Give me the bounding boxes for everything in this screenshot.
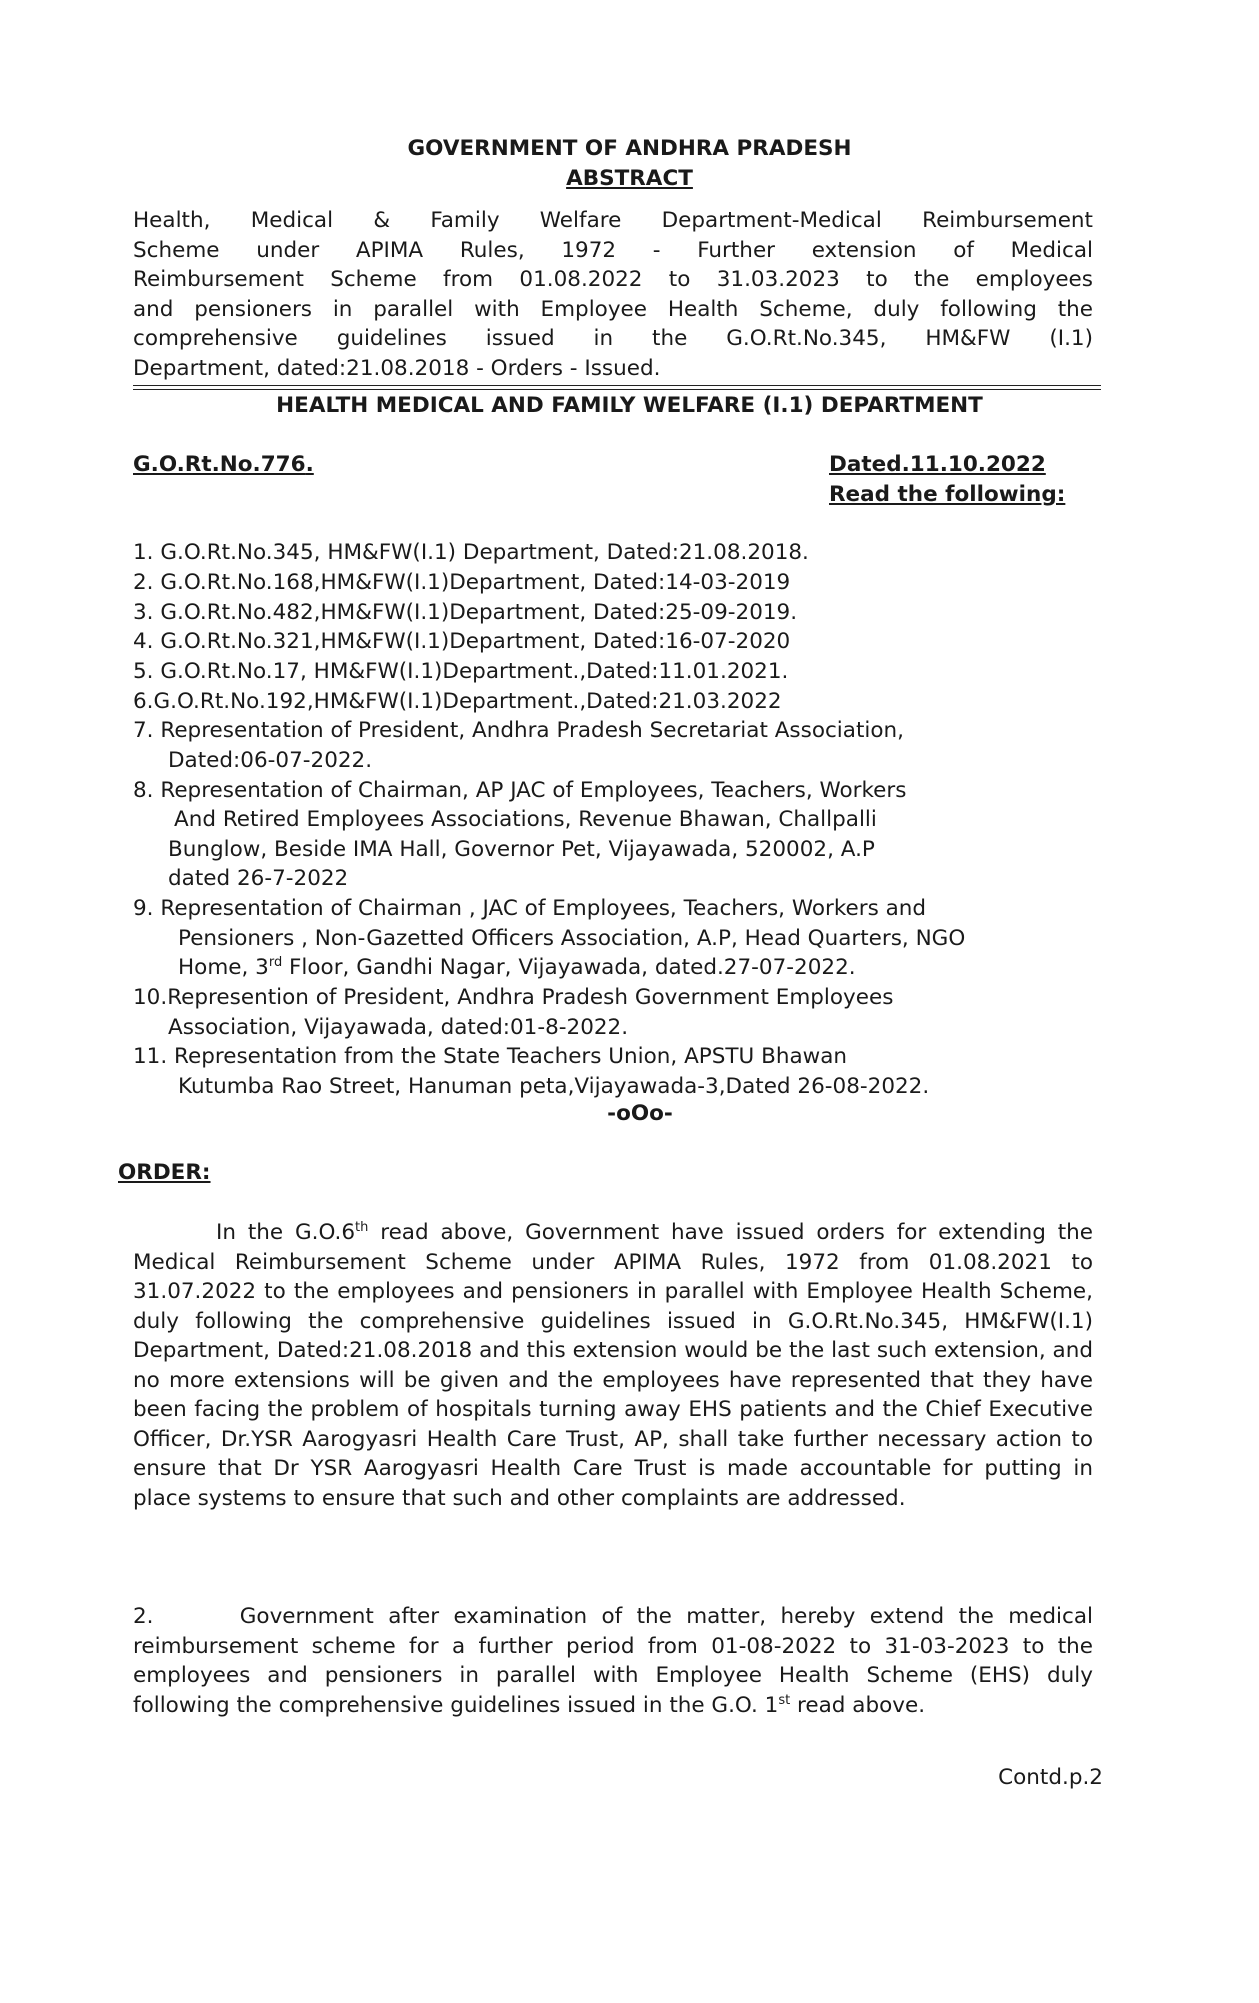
go-number: G.O.Rt.No.776. — [133, 452, 314, 477]
reference-item: Bunglow, Beside IMA Hall, Governor Pet, Vijayawada, 520002, A.P — [168, 837, 875, 862]
reference-item: Pensioners , Non-Gazetted Officers Association, A.P, Head Quarters, NGO — [178, 926, 966, 951]
continuation-note: Contd.p.2 — [998, 1765, 1103, 1790]
abstract-heading: ABSTRACT — [566, 166, 693, 191]
reference-item: 4. G.O.Rt.No.321,HM&FW(I.1)Department, Dated:16-07-2020 — [133, 629, 791, 654]
reference-item: 9. Representation of Chairman , JAC of Employees, Teachers, Workers and — [133, 896, 927, 921]
reference-item: 7. Representation of President, Andhra Pradesh Secretariat Association, — [133, 718, 904, 743]
abstract-line: Scheme under APIMA Rules, 1972 - Further extension of Medical — [133, 238, 1093, 263]
reference-item: 6.G.O.Rt.No.192,HM&FW(I.1)Department.,Dated:21.03.2022 — [133, 689, 782, 714]
separator-mark: -oOo- — [607, 1101, 673, 1126]
reference-item: 5. G.O.Rt.No.17, HM&FW(I.1)Department.,Dated:11.01.2021. — [133, 659, 789, 684]
abstract-line: comprehensive guidelines issued in the G.O.Rt.No.345, HM&FW (I.1) — [133, 326, 1093, 351]
reference-item: Kutumba Rao Street, Hanuman peta,Vijayawada-3,Dated 26-08-2022. — [178, 1074, 930, 1099]
reference-item: And Retired Employees Associations, Revenue Bhawan, Challpalli — [174, 807, 877, 832]
reference-item: Association, Vijayawada, dated:01-8-2022. — [168, 1015, 629, 1040]
order-paragraph-2: 2. Government after examination of the matter, hereby extend the medical reimbursement scheme for a further period from 01-08-2022 to 31-03-2023 to the employees and pensioners in parallel with Employee Health Scheme (EHS) duly following the comprehensive guidelines issued in the G.O. 1st read above. — [133, 1604, 1093, 1718]
separator-rule — [133, 385, 1101, 386]
reference-item: 10.Represention of President, Andhra Pradesh Government Employees — [133, 985, 894, 1010]
order-paragraph-1: In the G.O.6th read above, Government have issued orders for extending the Medical Reimbursement Scheme under APIMA Rules, 1972 from 01.08.2021 to 31.07.2022 to the employees and pensioners in parallel with Employee Health Scheme, duly following the comprehensive guidelines issued in G.O.Rt.No.345, HM&FW(I.1) Department, Dated:21.08.2018 and this extension would be the last such extension, and no more extensions will be given and the employees have represented that they have been facing the problem of hospitals turning away EHS patients and the Chief Executive Officer, Dr.YSR Aarogyasri Health Care Trust, AP, shall take further necessary action to ensure that Dr YSR Aarogyasri Health Care Trust is made accountable for putting in place systems to ensure that such and other complaints are addressed. — [133, 1219, 1094, 1511]
reference-item: 1. G.O.Rt.No.345, HM&FW(I.1) Department, Dated:21.08.2018. — [133, 540, 809, 565]
government-heading: GOVERNMENT OF ANDHRA PRADESH — [407, 136, 852, 161]
go-date: Dated.11.10.2022 — [829, 452, 1046, 477]
reference-item: 11. Representation from the State Teachers Union, APSTU Bhawan — [133, 1044, 848, 1069]
read-the-following: Read the following: — [829, 482, 1066, 507]
abstract-line: Reimbursement Scheme from 01.08.2022 to 31.03.2023 to the employees — [133, 267, 1093, 292]
department-heading: HEALTH MEDICAL AND FAMILY WELFARE (I.1) DEPARTMENT — [276, 393, 983, 418]
reference-item: Home, 3rd Floor, Gandhi Nagar, Vijayawada, dated.27-07-2022. — [178, 954, 856, 980]
reference-item: 2. G.O.Rt.No.168,HM&FW(I.1)Department, Dated:14-03-2019 — [133, 570, 791, 595]
abstract-line: and pensioners in parallel with Employee Health Scheme, duly following the — [133, 297, 1093, 322]
separator-rule — [133, 389, 1101, 390]
reference-item: Dated:06-07-2022. — [168, 748, 373, 773]
order-heading: ORDER: — [118, 1160, 211, 1185]
reference-item: 8. Representation of Chairman, AP JAC of Employees, Teachers, Workers — [133, 778, 907, 803]
abstract-line: Department, dated:21.08.2018 - Orders - Issued. — [133, 356, 661, 381]
abstract-line: Health, Medical & Family Welfare Department-Medical Reimbursement — [133, 208, 1093, 233]
reference-item: 3. G.O.Rt.No.482,HM&FW(I.1)Department, Dated:25-09-2019. — [133, 600, 798, 625]
reference-item: dated 26-7-2022 — [168, 866, 349, 891]
